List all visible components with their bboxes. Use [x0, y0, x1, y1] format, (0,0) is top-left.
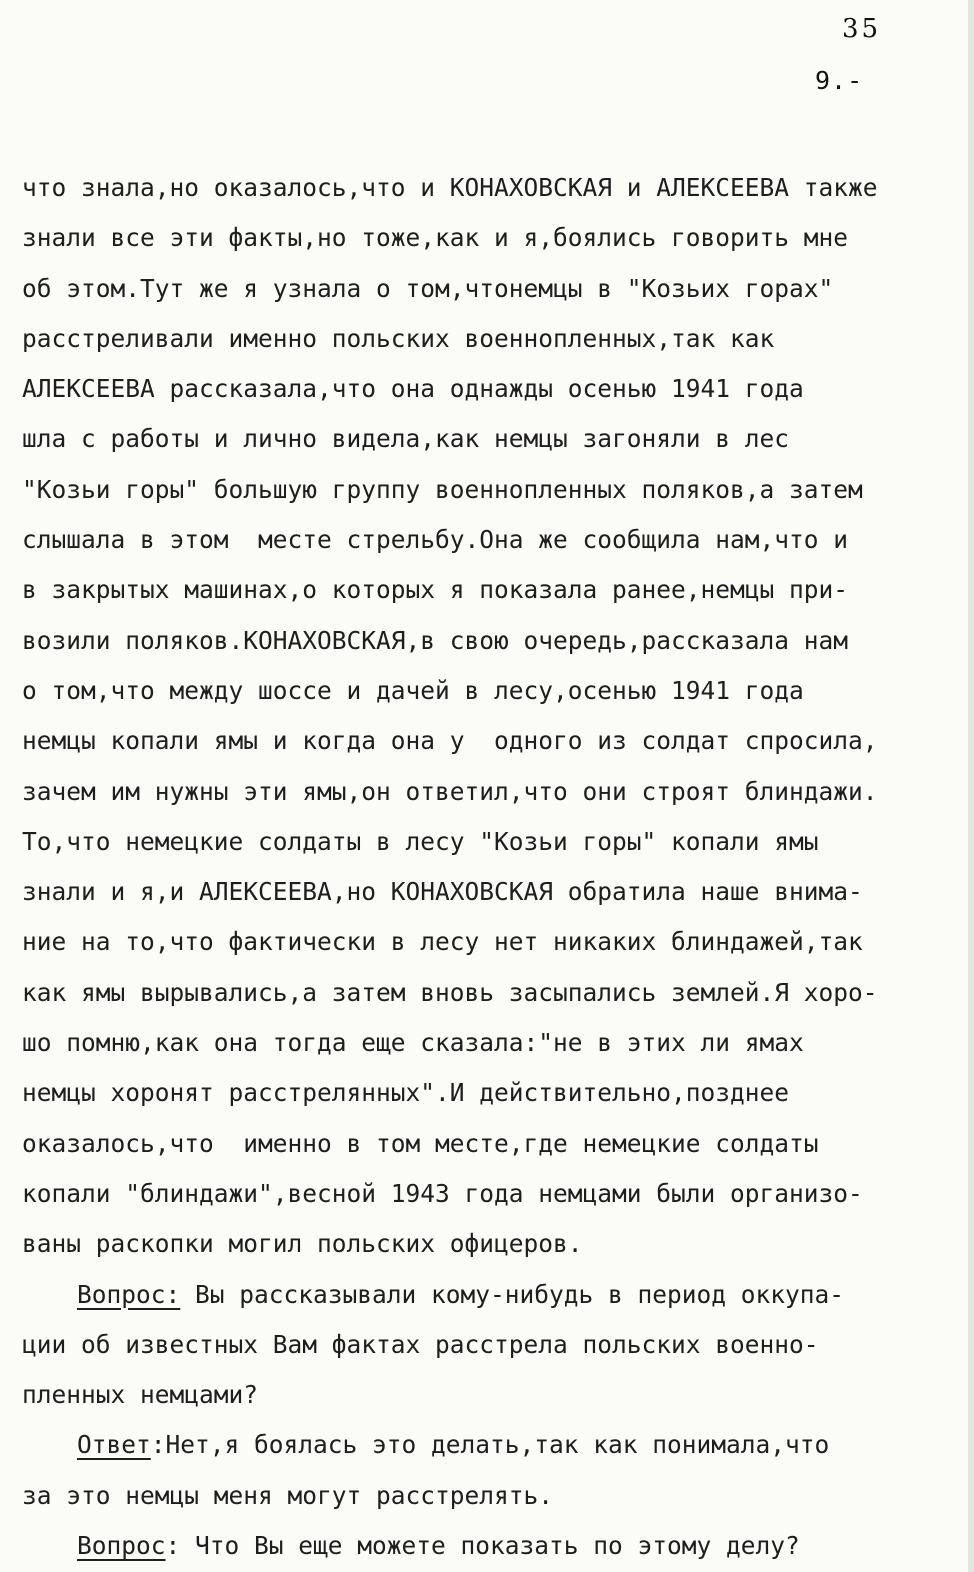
text-line: в закрытых машинах,о которых я показала ранее,немцы при- — [22, 575, 849, 605]
answer-line: за это немцы меня могут расстрелять. — [22, 1480, 554, 1510]
text-line: как ямы вырывались,а затем вновь засыпались землей.Я хоро- — [22, 977, 878, 1007]
question-text: : Что Вы еще можете показать по этому делу? — [165, 1531, 800, 1561]
text-line: То,что немецкие солдаты в лесу "Козьи горы" копали ямы — [22, 826, 819, 856]
text-line: ние на то,что фактически в лесу нет никаких блиндажей,так — [22, 927, 863, 957]
text-line: знали все эти факты,но тоже,как и я,боялись говорить мне — [22, 223, 849, 253]
text-line: копали "блиндажи",весной 1943 года немцами были организо- — [22, 1178, 863, 1208]
page-edge — [968, 0, 974, 1572]
answer-text: :Нет,я боялась это делать,так как понимала,что — [150, 1430, 830, 1460]
question-line — [22, 1270, 972, 1320]
answer-line — [22, 1420, 972, 1470]
text-line: слышала в этом месте стрельбу.Она же сообщила нам,что и — [22, 525, 849, 555]
text-line: знали и я,и АЛЕКСЕЕВА,но КОНАХОВСКАЯ обратила наше внима- — [22, 877, 863, 907]
text-line: немцы хоронят расстрелянных".И действительно,позднее — [22, 1078, 790, 1108]
text-line: возили поляков.КОНАХОВСКАЯ,в свою очередь,рассказала нам — [22, 625, 849, 655]
text-line: шо помню,как она тогда еще сказала:"не в этих ли ямах — [22, 1028, 804, 1058]
text-line: об этом.Тут же я узнала о том,чтонемцы в "Козьих горах" — [22, 273, 834, 303]
sheet-number: 9.- — [815, 66, 864, 95]
question-text: Вы рассказывали кому-нибудь в период оккупа- — [180, 1279, 845, 1309]
text-line: зачем им нужны эти ямы,он ответил,что они строят блиндажи. — [22, 776, 878, 806]
text-line: АЛЕКСЕЕВА рассказала,что она однажды осенью 1941 года — [22, 374, 804, 404]
question-label: Вопрос: — [77, 1279, 181, 1309]
text-line: что знала,но оказалось,что и КОНАХОВСКАЯ и АЛЕКСЕЕВА также — [22, 173, 878, 202]
testimony-text — [22, 163, 972, 1571]
question-line — [22, 1521, 972, 1571]
text-line: о том,что между шоссе и дачей в лесу,осенью 1941 года — [22, 675, 804, 705]
text-line: оказалось,что именно в том месте,где немецкие солдаты — [22, 1128, 819, 1158]
question-line: пленных немцами? — [22, 1380, 259, 1410]
page-number: 35 — [842, 14, 882, 44]
text-line: шла с работы и лично видела,как немцы загоняли в лес — [22, 424, 790, 454]
text-line: "Козьи горы" большую группу военнопленных поляков,а затем — [22, 474, 863, 504]
text-line: ваны раскопки могил польских офицеров. — [22, 1229, 583, 1259]
text-line: расстреливали именно польских военнопленных,так как — [22, 323, 775, 353]
answer-label: Ответ — [77, 1430, 151, 1460]
question-label: Вопрос — [77, 1531, 166, 1561]
text-line: немцы копали ямы и когда она у одного из солдат спросила, — [22, 726, 878, 756]
question-line: ции об известных Вам фактах расстрела польских военно- — [22, 1329, 819, 1359]
